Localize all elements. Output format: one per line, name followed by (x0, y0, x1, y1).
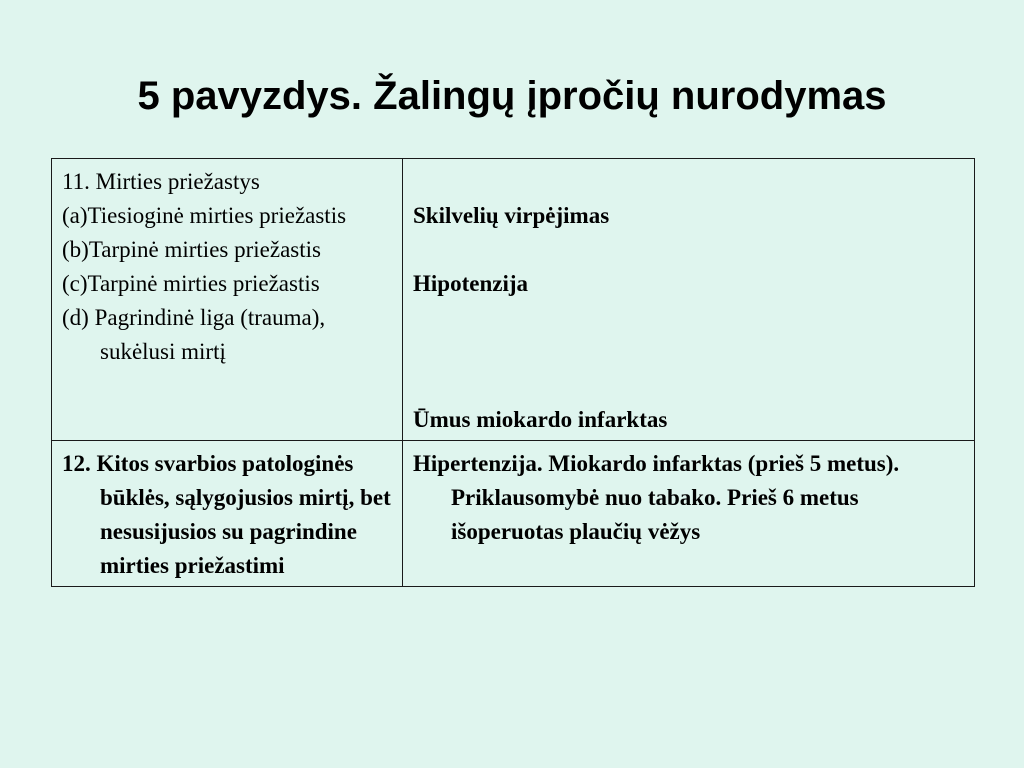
cause-d-label: (d) Pagrindinė liga (trauma), sukėlusi mirtį (62, 305, 326, 364)
other-conditions-value: Hipertenzija. Miokardo infarktas (prieš 5 metus). Priklausomybė nuo tabako. Prieš 6 metus išoperuotas plaučių vėžys (413, 451, 900, 544)
other-conditions-label-cell (52, 441, 403, 587)
cause-a-label: (a)Tiesioginė mirties priežastis (62, 203, 347, 228)
cause-b-label: (b)Tarpinė mirties priežastis (62, 237, 321, 262)
causes-heading: 11. Mirties priežastys (62, 169, 260, 194)
cause-a-value: Skilvelių virpėjimas (413, 203, 610, 228)
cause-c-label: (c)Tarpinė mirties priežastis (62, 271, 320, 296)
death-certificate-table (51, 158, 975, 587)
other-conditions-label: 12. Kitos svarbios patologinės būklės, sąlygojusios mirtį, bet nesusijusios su pagrindine mirties priežastimi (62, 451, 391, 578)
cause-b-value: Hipotenzija (413, 271, 528, 296)
table-row-causes (52, 159, 975, 441)
causes-label-cell (52, 159, 403, 441)
cause-d-value: Ūmus miokardo infarktas (413, 407, 668, 432)
causes-value-cell (403, 159, 975, 441)
slide-title: 5 pavyzdys. Žalingų įpročių nurodymas (137, 74, 887, 118)
other-conditions-value-cell (403, 441, 975, 587)
table-row-other-conditions (52, 441, 975, 587)
